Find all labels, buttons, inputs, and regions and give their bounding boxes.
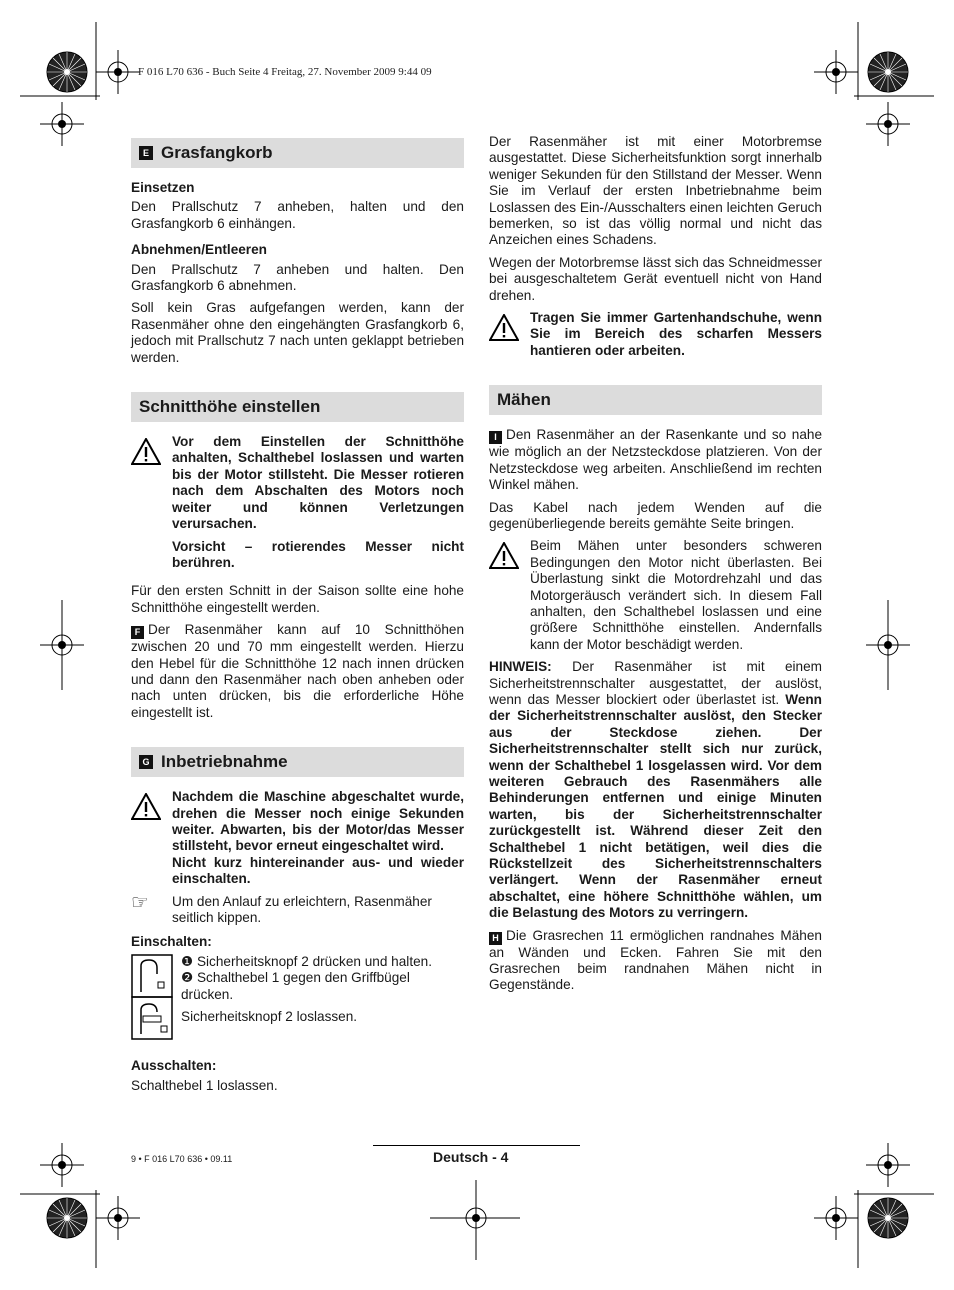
warning-block xyxy=(131,789,464,887)
warning-triangle-icon xyxy=(489,310,530,359)
section-schnitthoehe-header xyxy=(131,392,464,422)
subheading-ausschalten: Ausschalten: xyxy=(131,1058,217,1074)
page-number: Deutsch - 4 xyxy=(433,1149,509,1165)
paragraph-maehen-1: I Den Rasenmäher an der Rasenkante und so nahe wie möglich an der Netzsteckdose platzieren. Von der Netzsteckdose weg arbeiten. Anschließend im rechten Winkel mähen. xyxy=(489,427,822,493)
warning-text: Tragen Sie immer Gartenhandschuhe, wenn Sie im Bereich des scharfen Messers hantieren oder arbeiten. xyxy=(530,310,822,358)
tip-block xyxy=(131,891,464,927)
warning-text: Beim Mähen unter besonders schweren Bedingungen den Motor nicht überlasten. Bei Überlastung sinkt die Motordrehzahl und das Motorgeräusch verändert sich. In diesem Fall anhalten, den Schalthebel loslassen und eine größere Schnitthöhe einstellen. Andernfalls kann der Motor beschädigt werden. xyxy=(530,538,822,652)
subheading-einschalten: Einschalten: xyxy=(131,934,212,950)
right-column xyxy=(489,134,822,1000)
warning-triangle-icon xyxy=(131,789,172,887)
paragraph-grasrechen: H Die Grasrechen 11 ermöglichen randnahes Mähen an Wänden und Ecken. Fahren Sie mit den Grasrechen beim randnahen Mähen nicht in Gegenstände. xyxy=(489,927,822,993)
paragraph-schneidmesser: Wegen der Motorbremse lässt sich das Schneidmesser bei ausgeschaltetem Gerät eventuell nicht von Hand drehen. xyxy=(489,254,822,303)
tip-text: Um den Anlauf zu erleichtern, Rasenmäher seitlich kippen. xyxy=(172,893,432,925)
section-title: Schnitthöhe einstellen xyxy=(139,396,321,416)
warning-text-2: Vorsicht – rotierendes Messer nicht berühren. xyxy=(172,538,464,570)
step-3: Sicherheitsknopf 2 loslassen. xyxy=(181,1009,358,1025)
figure-label-e: E xyxy=(139,146,153,160)
left-column xyxy=(131,138,464,1100)
paragraph-einsetzen: Den Prallschutz 7 anheben, halten und den Grasfangkorb 6 einhängen. xyxy=(131,199,464,231)
footer-rule xyxy=(373,1145,580,1146)
paragraph-kein-gras: Soll kein Gras aufgefangen werden, kann der Rasenmäher ohne den eingehängten Grasfangkorb 6, jedoch mit Prallschutz 7 nach unten geklappt betrieben werden. xyxy=(131,300,464,365)
paragraph-first-cut: Für den ersten Schnitt in der Saison sollte eine hohe Schnitthöhe eingestellt werden. xyxy=(131,583,464,615)
section-title: Grasfangkorb xyxy=(161,142,273,162)
paragraph-hinweis: HINWEIS: Der Rasenmäher ist mit einem Sicherheitstrennschalter ausgestattet, der auslöst, wenn das Messer blockiert oder überlastet ist. Wenn der Sicherheitstrennschalter auslöst, den Stecker aus der Steckdose ziehen. Der Sicherheitstrennschalter stellt sich nur zurück, wenn der Schalthebel 1 losgelassen wird. Vor dem weiteren Gebrauch des Rasenmähers alle Behinderungen entfernen und einige Minuten warten, bis der Sicherheitstrennschalter zurückgestellt ist. Während dieser Zeit den Schalthebel 1 nicht betätigen, weil dies die Rückstellzeit des Sicherheitstrennschalters verlängert. Wenn der Rasenmäher erneut abschaltet, eine höhere Schnitthöhe wählen, um die Belastung des Motors zu verringern. xyxy=(489,659,823,921)
warning-triangle-icon xyxy=(131,434,172,577)
figure-label-h: H xyxy=(489,932,502,945)
paragraph-abnehmen: Den Prallschutz 7 anheben und halten. Den Grasfangkorb 6 abnehmen. xyxy=(131,261,464,294)
paragraph-kabel: Das Kabel nach jedem Wenden auf die gegenüberliegende bereits gemähte Seite bringen. xyxy=(489,499,822,531)
warning-block xyxy=(489,538,822,653)
warning-block xyxy=(131,434,464,577)
warning-text: Vor dem Einstellen der Schnitthöhe anhalten, Schalthebel loslassen und warten bis der Motor stillsteht. Die Messer rotieren nach dem Abschalten des Motors noch weiter und können Verletzungen verursachen. xyxy=(172,434,464,532)
paragraph-height-adjust: F Der Rasenmäher kann auf 10 Schnitthöhen zwischen 20 und 70 mm eingestellt werden. Hierzu den Hebel für die Schnitthöhe 12 nach innen drücken und dann den Rasenmäher nach oben anheben oder nach unten drücken, bis die erforderliche Höhe eingestellt ist. xyxy=(131,622,464,720)
subheading-einsetzen: Einsetzen xyxy=(131,180,195,195)
section-title: Inbetriebnahme xyxy=(161,751,288,771)
warning-text-2: Nicht kurz hintereinander aus- und wieder einschalten. xyxy=(172,854,464,887)
section-inbetriebnahme-header xyxy=(131,747,464,777)
subheading-abnehmen: Abnehmen/Entleeren xyxy=(131,242,267,258)
step-2: ❷ Schalthebel 1 gegen den Griffbügel drücken. xyxy=(181,970,410,1002)
warning-block xyxy=(489,310,822,359)
figure-label-f: F xyxy=(131,626,144,639)
section-maehen-header xyxy=(489,385,822,415)
paragraph-ausschalten: Schalthebel 1 loslassen. xyxy=(131,1077,278,1093)
paragraph-motorbremse: Der Rasenmäher ist mit einer Motorbremse ausgestattet. Diese Sicherheitsfunktion sorgt innerhalb weniger Sekunden für den Stillstand der Messer. Wenn Sie im Verlauf der ersten Inbetriebnahme beim Loslassen des Ein-/Ausschalters einen leichten Geruch bemerken, so ist das völlig normal und nicht das Anzeichen eines Schadens. xyxy=(489,134,822,248)
pointing-hand-icon: ☞ xyxy=(131,891,149,914)
warning-text: Nachdem die Maschine abgeschaltet wurde, drehen die Messer noch einige Sekunden weiter. Abwarten, bis der Motor/das Messer stillsteht, bevor erneut eingeschaltet wird. xyxy=(172,789,464,854)
step-1: ❶ Sicherheitsknopf 2 drücken und halten. xyxy=(181,953,432,969)
footer-code: 9 • F 016 L70 636 • 09.11 xyxy=(131,1154,233,1164)
section-title: Mähen xyxy=(497,390,551,410)
figure-label-i: I xyxy=(489,431,502,444)
figure-label-g: G xyxy=(139,755,153,769)
section-grasfangkorb-header xyxy=(131,138,464,168)
print-info-header: F 016 L70 636 - Buch Seite 4 Freitag, 27. November 2009 9:44 09 xyxy=(138,66,432,78)
switch-steps xyxy=(131,954,464,1044)
warning-triangle-icon xyxy=(489,538,530,653)
switch-diagram-icon xyxy=(131,954,173,1044)
